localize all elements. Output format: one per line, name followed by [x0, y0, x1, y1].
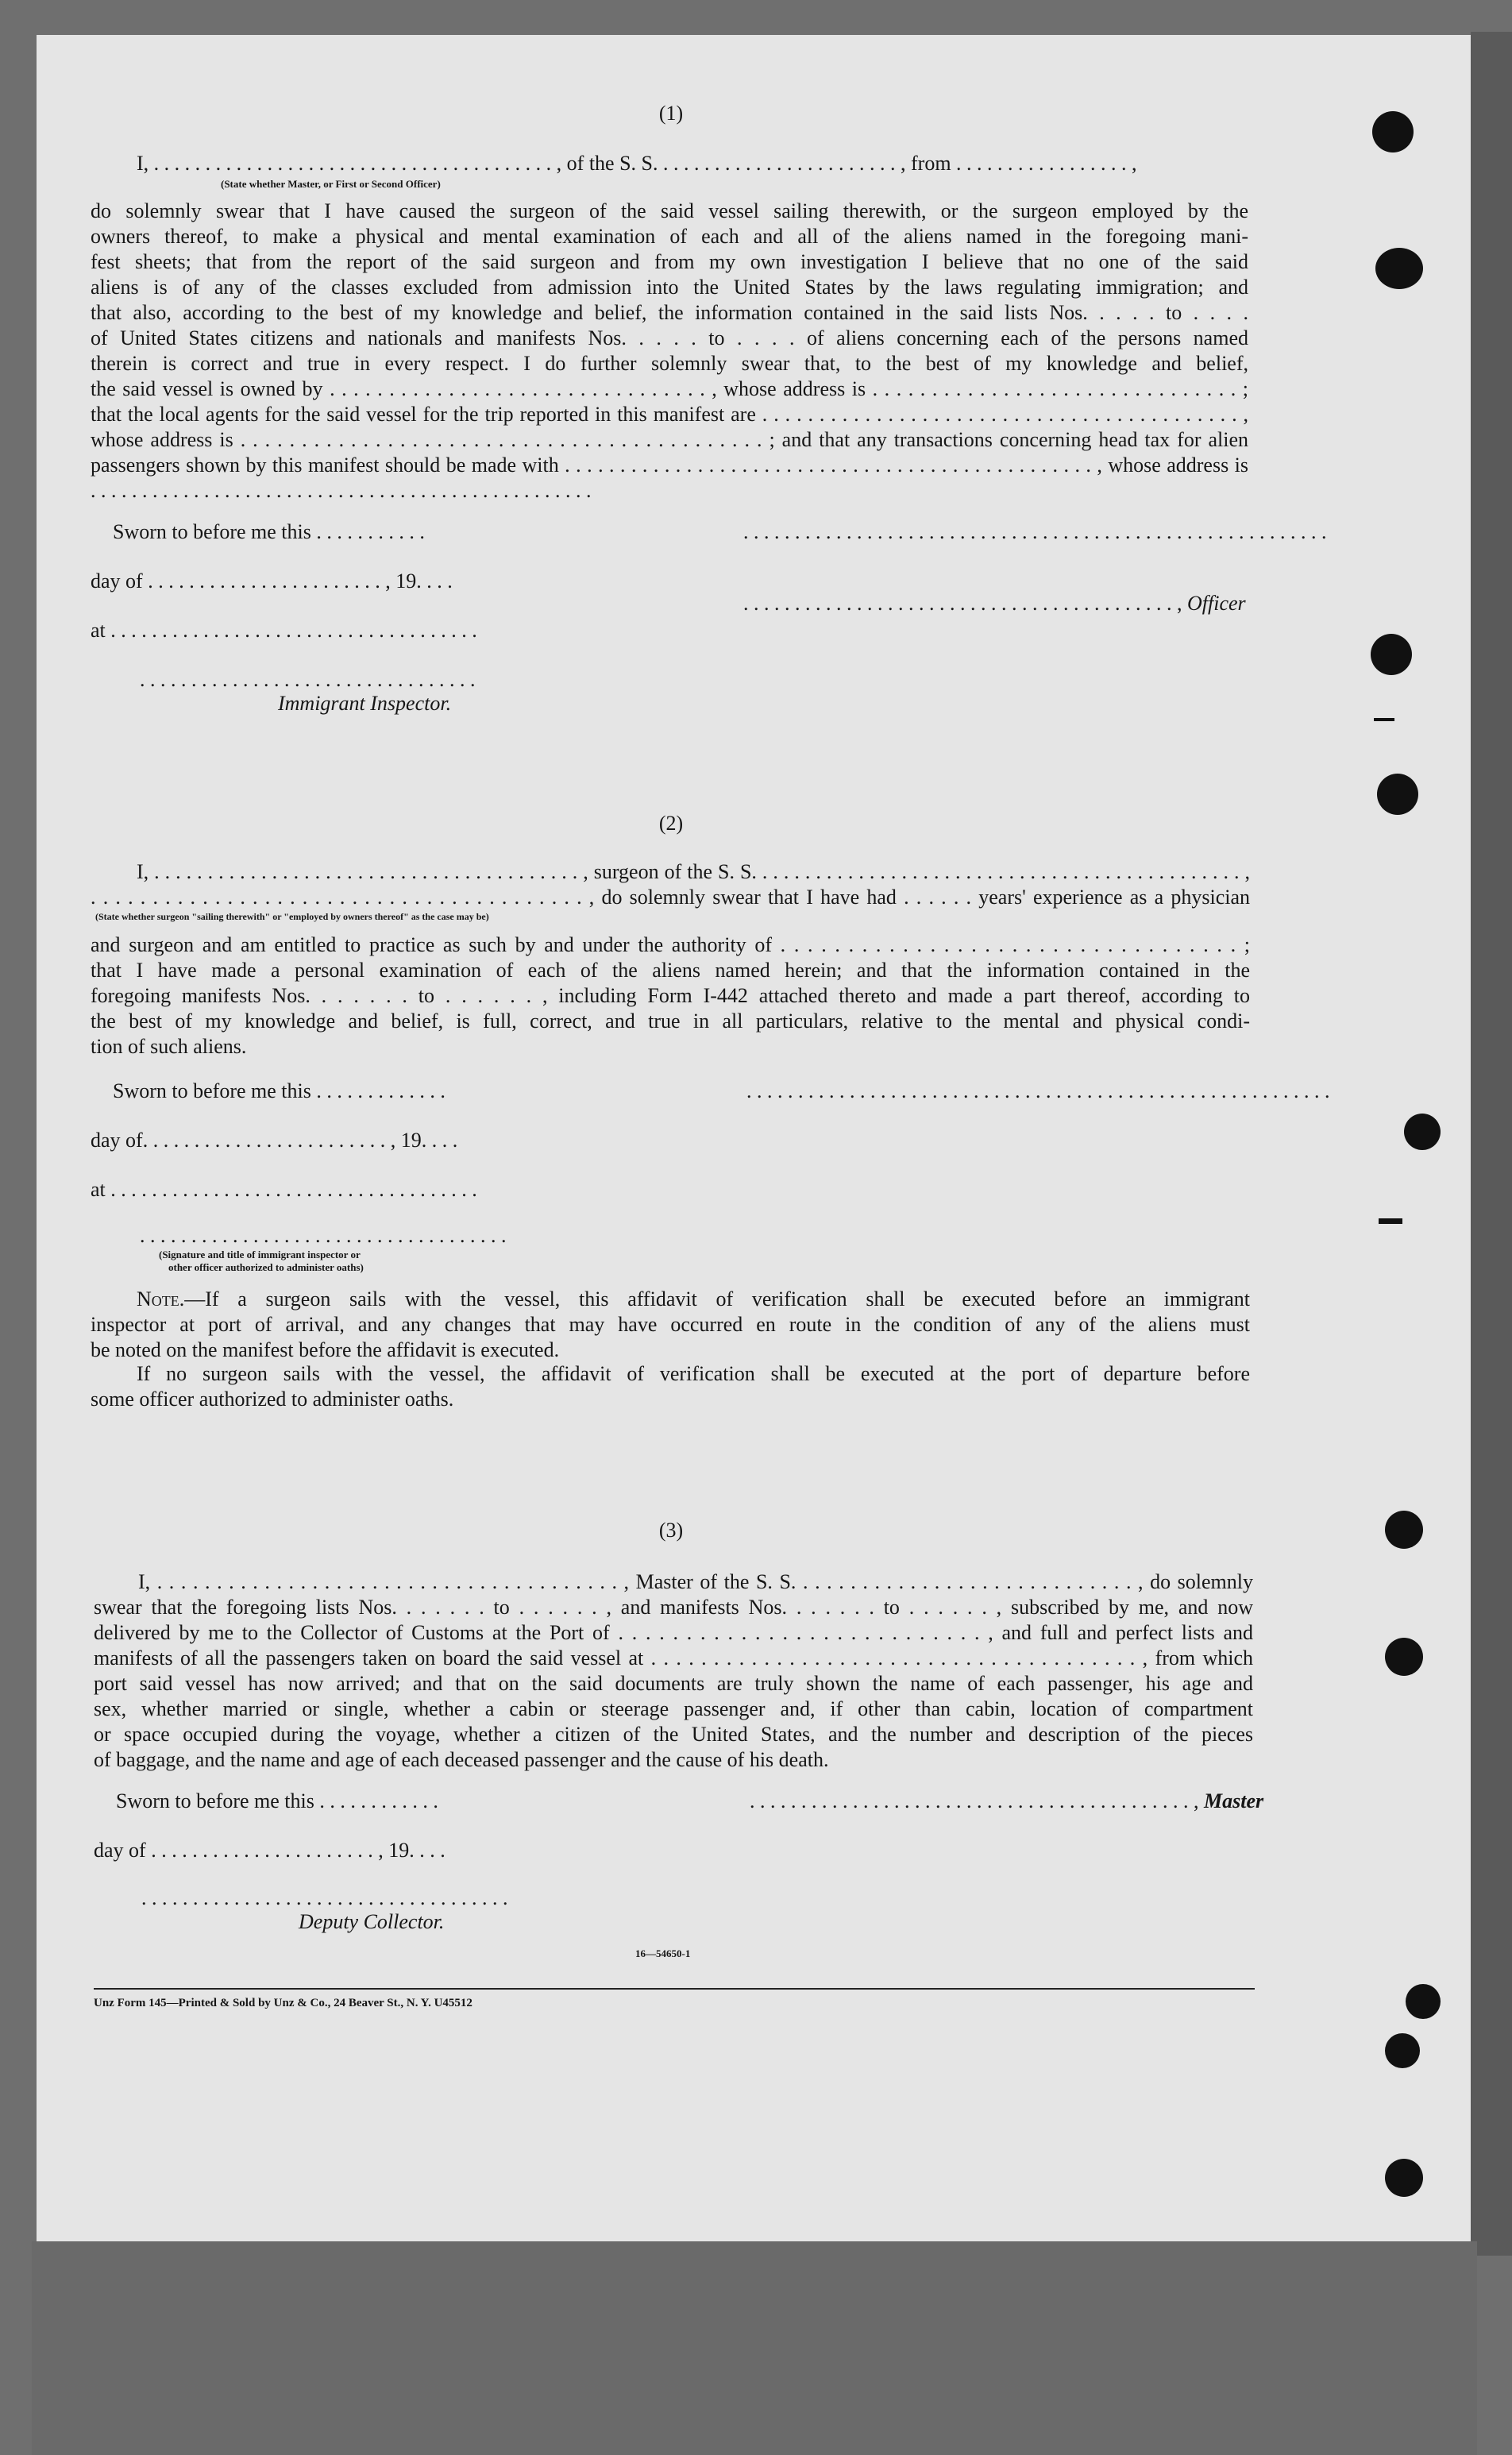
punch-hole	[1385, 2159, 1423, 2197]
body-line: whose address is . . . . . . . . . . . . . . . . . . . . . . . . . . . . . . . . . . . . . . . . . . . ; and that any transactions concerning head tax for alien	[91, 428, 1248, 451]
body-line: delivered by me to the Collector of Customs at the Port of . . . . . . . . . . . . . . . . . . . . . . . . . . . , and full and perfect lists and	[94, 1621, 1253, 1644]
officer-signature-line	[743, 591, 1246, 616]
ink-mark	[1374, 718, 1394, 721]
master-signature-line	[750, 1789, 1263, 1814]
at-line: at . . . . . . . . . . . . . . . . . . . . . . . . . . . . . . . . . . . .	[91, 1178, 477, 1201]
section-number: (1)	[658, 102, 684, 125]
note-line: be noted on the manifest before the affidavit is executed.	[91, 1338, 560, 1361]
body-line: tion of such aliens.	[91, 1035, 247, 1058]
master-label: Master	[1204, 1789, 1264, 1812]
section3-body	[94, 1569, 1253, 1773]
note-line: inspector at port of arrival, and any changes that may have occurred en route in the condition of any of the aliens must	[91, 1313, 1250, 1336]
body-line: sex, whether married or single, whether a cabin or steerage passenger and, if other than cabin, location of compartment	[94, 1697, 1253, 1720]
field-instruction: (State whether surgeon "sailing therewith" or "employed by owners thereof" as the case may be)	[95, 911, 489, 922]
signature-caption: (Signature and title of immigrant inspector or	[159, 1249, 361, 1260]
section1-body	[91, 199, 1248, 504]
punch-hole	[1385, 2033, 1420, 2068]
body-line: that also, according to the best of my knowledge and belief, the information contained in the said lists Nos. . . . . to . . . .	[91, 301, 1248, 324]
body-line: and surgeon and am entitled to practice as such by and under the authority of . . . . . . . . . . . . . . . . . . . . . . . . . . . . . . . . . . ;	[91, 933, 1250, 956]
body-line: fest sheets; that from the report of the said surgeon and from my own investigation I believe that no one of the said	[91, 250, 1248, 273]
collector-label: Deputy Collector.	[299, 1910, 445, 1933]
note-line	[137, 1287, 1250, 1312]
body-line: of baggage, and the name and age of each deceased passenger and the cause of his death.	[94, 1748, 829, 1771]
body-line: that the local agents for the said vessel for the trip reported in this manifest are . . . . . . . . . . . . . . . . . . . . . . . . . . . . . . . . . . . . . . . . . . ,	[91, 403, 1248, 426]
punch-hole	[1385, 1638, 1423, 1676]
master-dots: . . . . . . . . . . . . . . . . . . . . . . . . . . . . . . . . . . . . . . . . . . . ,	[750, 1789, 1199, 1812]
oath-line: I, . . . . . . . . . . . . . . . . . . . . . . . . . . . . . . . . . . . . . . . , of the S. S. . . . . . . . . . . . . . . . . . . . . . . . , from . . . . . . . . . . . . . . . . . ,	[137, 152, 1137, 175]
body-line: I, . . . . . . . . . . . . . . . . . . . . . . . . . . . . . . . . . . . . . . . , Master of the S. S. . . . . . . . . . . . . . . . . . . . . . . . . . . . . , do solemnly	[138, 1570, 1253, 1593]
punch-hole	[1372, 111, 1414, 152]
footer-rule	[94, 1988, 1255, 1990]
signature-dots: . . . . . . . . . . . . . . . . . . . . . . . . . . . . . . . . . . . .	[140, 1224, 507, 1247]
oath-line: I, . . . . . . . . . . . . . . . . . . . . . . . . . . . . . . . . . . . . . . . . , surgeon of the S. S. . . . . . . . . . . . . . . . . . . . . . . . . . . . . . . . . . . . . . . . . . . . . . ,	[137, 860, 1250, 883]
note-line: If no surgeon sails with the vessel, the affidavit of verification shall be executed at the port of departure before	[137, 1362, 1250, 1385]
section-number: (2)	[658, 812, 684, 835]
punch-hole	[1385, 1511, 1423, 1549]
inspector-label: Immigrant Inspector.	[278, 692, 452, 715]
sworn-line: Sworn to before me this . . . . . . . . . . . .	[116, 1789, 438, 1812]
officer-label: Officer	[1187, 592, 1246, 615]
note-line: some officer authorized to administer oaths.	[91, 1388, 454, 1411]
signature-caption: other officer authorized to administer oaths)	[168, 1261, 364, 1273]
day-line: day of . . . . . . . . . . . . . . . . . . . . . . . , 19. . . .	[91, 569, 453, 593]
section2-body	[91, 932, 1250, 1060]
body-line: the said vessel is owned by . . . . . . . . . . . . . . . . . . . . . . . . . . . . . . . . , whose address is . . . . . . . . . . . . . . . . . . . . . . . . . . . . . . . ;	[91, 377, 1248, 400]
signature-line: . . . . . . . . . . . . . . . . . . . . . . . . . . . . . . . . . . . . . . . . . . . . . . . . . . . . . . . . .	[743, 520, 1327, 543]
body-line: passengers shown by this manifest should be made with . . . . . . . . . . . . . . . . . . . . . . . . . . . . . . . . . . . . . . . . . . . . . . . . , whose address is	[91, 454, 1248, 477]
body-line: therein is correct and true in every respect. I do further solemnly swear that, to the best of my knowledge and belief,	[91, 352, 1248, 375]
body-line: swear that the foregoing lists Nos. . . . . . . to . . . . . . , and manifests Nos. . . . . . . to . . . . . . , subscribed by me, and now	[94, 1596, 1253, 1619]
body-line: that I have made a personal examination of each of the aliens named herein; and that the information contained in the	[91, 959, 1250, 982]
note-text: —If a surgeon sails with the vessel, this affidavit of verification shall be executed before an immigrant	[184, 1287, 1250, 1310]
signature-line: . . . . . . . . . . . . . . . . . . . . . . . . . . . . . . . . . . . . . . . . . . . . . . . . . . . . . . . . .	[746, 1079, 1330, 1102]
body-line: port said vessel has now arrived; and that on the said documents are truly shown the name of each passenger, his age and	[94, 1672, 1253, 1695]
officer-dots: . . . . . . . . . . . . . . . . . . . . . . . . . . . . . . . . . . . . . . . . . . ,	[743, 592, 1182, 615]
body-line: do solemnly swear that I have caused the surgeon of the said vessel sailing therewith, or the surgeon employed by the	[91, 199, 1248, 222]
punch-hole	[1375, 248, 1423, 289]
punch-hole	[1371, 634, 1412, 675]
section-number: (3)	[658, 1519, 684, 1542]
form-code: 16—54650-1	[635, 1947, 691, 1959]
day-line: day of. . . . . . . . . . . . . . . . . . . . . . . . , 19. . . .	[91, 1129, 458, 1152]
punch-hole	[1404, 1114, 1441, 1150]
at-line: at . . . . . . . . . . . . . . . . . . . . . . . . . . . . . . . . . . . .	[91, 619, 477, 642]
sworn-line: Sworn to before me this . . . . . . . . . . .	[113, 520, 425, 543]
body-line: aliens is of any of the classes excluded from admission into the United States by the laws regulating immigration; and	[91, 276, 1248, 299]
printer-imprint: Unz Form 145—Printed & Sold by Unz & Co., 24 Beaver St., N. Y. U45512	[94, 1997, 472, 2009]
collector-signature-line: . . . . . . . . . . . . . . . . . . . . . . . . . . . . . . . . . . . .	[141, 1886, 508, 1909]
sworn-line: Sworn to before me this . . . . . . . . . . . . .	[113, 1079, 446, 1102]
body-line: manifests of all the passengers taken on board the said vessel at . . . . . . . . . . . . . . . . . . . . . . . . . . . . . . . . . . . . . . . , from which	[94, 1646, 1253, 1669]
punch-hole	[1377, 774, 1418, 815]
oath-line: . . . . . . . . . . . . . . . . . . . . . . . . . . . . . . . . . . . . . . . . , do solemnly swear that I have had . . . . . . years' experience as a physician	[91, 886, 1250, 909]
body-line: of United States citizens and nationals and manifests Nos. . . . . to . . . . of aliens concerning each of the persons named	[91, 326, 1248, 349]
field-instruction: (State whether Master, or First or Second Officer)	[221, 178, 441, 190]
punch-hole	[1406, 1984, 1441, 2019]
body-line: . . . . . . . . . . . . . . . . . . . . . . . . . . . . . . . . . . . . . . . . . . . . . . . . .	[91, 479, 592, 502]
body-line: or space occupied during the voyage, whether a citizen of the United States, and the number and description of the pieces	[94, 1723, 1253, 1746]
inspector-signature-line: . . . . . . . . . . . . . . . . . . . . . . . . . . . . . . . . .	[140, 668, 476, 691]
body-line: foregoing manifests Nos. . . . . . . to . . . . . . , including Form I-442 attached thereto and made a part thereof, according to	[91, 984, 1250, 1007]
ink-mark	[1379, 1218, 1402, 1224]
body-line: the best of my knowledge and belief, is full, correct, and true in all particulars, relative to the mental and physical condi-	[91, 1009, 1250, 1033]
day-line: day of . . . . . . . . . . . . . . . . . . . . . . , 19. . . .	[94, 1839, 446, 1862]
note-label: Note.	[137, 1287, 185, 1310]
body-line: owners thereof, to make a physical and mental examination of each and all of the aliens named in the foregoing mani-	[91, 225, 1248, 248]
